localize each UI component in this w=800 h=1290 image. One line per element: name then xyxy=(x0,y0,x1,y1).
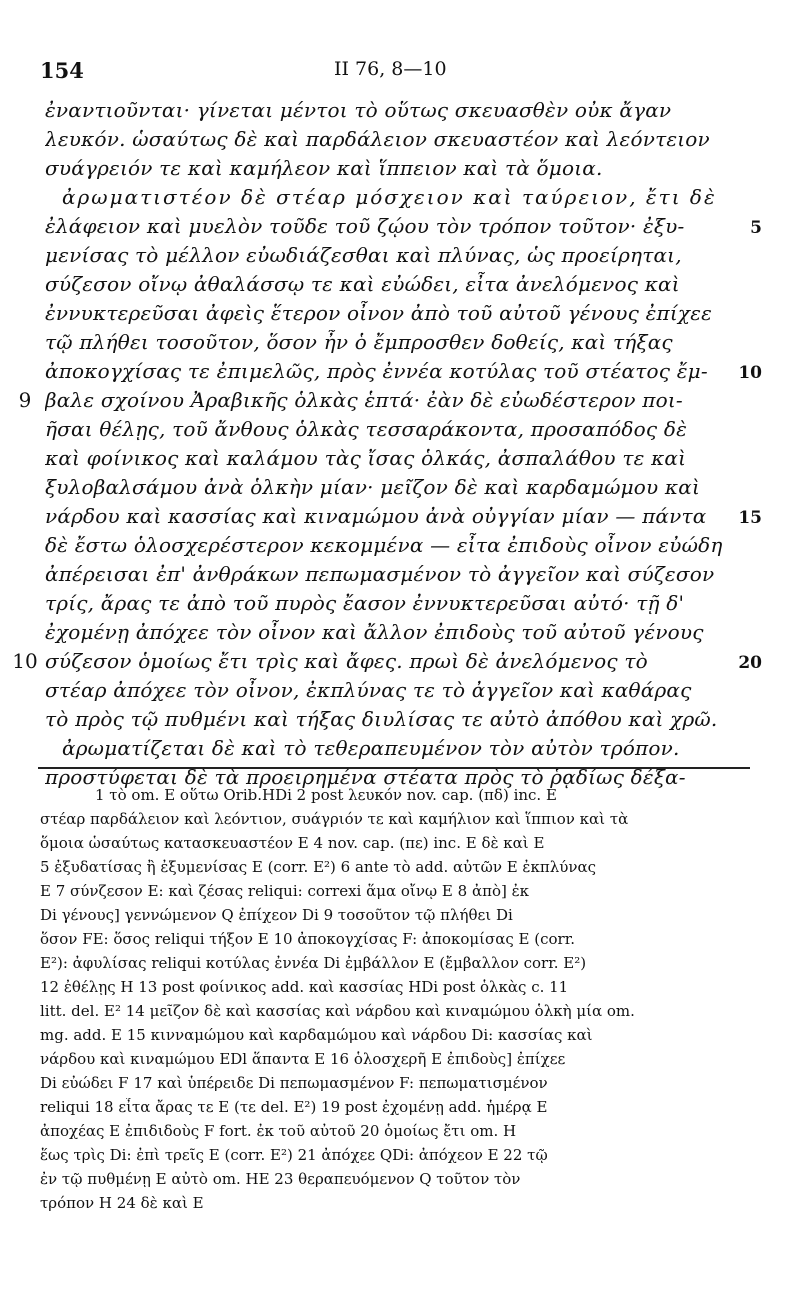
page-number: 154 xyxy=(40,58,84,83)
text-line: στέαρ ἀπόχεε τὸν οἶνον, ἐκπλύνας τε τὸ ἀγγεῖον καὶ καθάρας xyxy=(45,678,692,702)
text-line: μενίσας τὸ μέλλον εὐωδιάζεσθαι καὶ πλύνας, ὡς προείρηται, xyxy=(45,243,682,267)
apparatus-line: 1 τὸ om. E οὕτω Orib.HDi 2 post λευκόν nov. cap. (πδ) inc. E xyxy=(95,786,557,804)
line-number: 10 xyxy=(738,363,762,383)
page-header xyxy=(0,58,800,88)
text-line: συάγρειόν τε καὶ καμήλεον καὶ ἵππειον καὶ τὰ ὅμοια. xyxy=(45,156,603,180)
text-line: ξυλοβαλσάμου ἀνὰ ὁλκὴν μίαν· μεῖζον δὲ καὶ καρδαμώμου καὶ xyxy=(45,475,700,499)
text-line: σύζεσον ὁμοίως ἔτι τρὶς καὶ ἄφες. πρωὶ δὲ ἀνελόμενος τὸ xyxy=(45,649,648,673)
text-line: ἐννυκτερεῦσαι ἀφεὶς ἕτερον οἶνον ἀπὸ τοῦ αὐτοῦ γένους ἐπίχεε xyxy=(45,301,713,325)
footnote-divider xyxy=(38,767,750,769)
text-line: ἐναντιοῦνται· γίνεται μέντοι τὸ οὕτως σκευασθὲν οὐκ ἄγαν xyxy=(45,98,672,122)
text-line: ἐλάφειον καὶ μυελὸν τοῦδε τοῦ ζῴου τὸν τρόπον τοῦτον· ἐξυ- xyxy=(45,214,685,238)
apparatus-line: 12 ἐθέλῃς H 13 post φοίνικος add. καὶ κασσίας HDi post ὁλκὰς c. 11 xyxy=(40,978,569,996)
running-title: II 76, 8—10 xyxy=(334,58,447,80)
apparatus-line: ἕως τρὶς Di: ἐπὶ τρεῖς E (corr. E²) 21 ἀπόχεε QDi: ἀπόχεον E 22 τῷ xyxy=(40,1146,548,1164)
text-line: βαλε σχοίνου Ἀραβικῆς ὁλκὰς ἑπτά· ἐὰν δὲ εὐωδέστερον ποι- xyxy=(45,388,683,412)
section-number: 10 xyxy=(12,649,38,673)
text-line: τῷ πλήθει τοσοῦτον, ὅσον ἦν ὁ ἔμπροσθεν δοθείς, καὶ τήξας xyxy=(45,330,673,354)
apparatus-line: 5 ἐξυδατίσας ἢ ἐξυμενίσας E (corr. E²) 6 ante τὸ add. αὐτῶν E ἐκπλύνας xyxy=(40,858,596,876)
apparatus-line: litt. del. E² 14 μεῖζον δὲ καὶ κασσίας καὶ νάρδου καὶ κιναμώμου ὁλκὴ μία om. xyxy=(40,1002,635,1020)
apparatus-line: τρόπον H 24 δὲ καὶ E xyxy=(40,1194,204,1212)
text-line: σύζεσον οἴνῳ ἀθαλάσσῳ τε καὶ εὐώδει, εἶτα ἀνελόμενος καὶ xyxy=(45,272,680,296)
apparatus-line: E 7 σύνζεσον E: καὶ ζέσας reliqui: correxi ἅμα οἴνῳ E 8 ἀπὸ] ἐκ xyxy=(40,882,530,900)
apparatus-line: E²): ἀφυλίσας reliqui κοτύλας ἐννέα Di ἐμβάλλον E (ἔμβαλλον corr. E²) xyxy=(40,954,587,972)
text-line: τὸ πρὸς τῷ πυθμένι καὶ τήξας διυλίσας τε αὐτὸ ἀπόθου καὶ χρῶ. xyxy=(45,707,718,731)
apparatus-line: στέαρ παρδάλειον καὶ λεόντιον, συάγριόν τε καὶ καμήλιον καὶ ἵππιον καὶ τὰ xyxy=(40,810,629,828)
line-number: 5 xyxy=(750,218,762,238)
text-line: ἐχομένῃ ἀπόχεε τὸν οἶνον καὶ ἄλλον ἐπιδοὺς τοῦ αὐτοῦ γένους xyxy=(45,620,704,644)
text-line: καὶ φοίνικος καὶ καλάμου τὰς ἴσας ὁλκάς, ἀσπαλάθου τε καὶ xyxy=(45,446,687,470)
text-line: δὲ ἔστω ὁλοσχερέστερον κεκομμένα — εἶτα ἐπιδοὺς οἶνον εὐώδη xyxy=(45,533,723,557)
apparatus-line: ἀποχέας E ἐπιδιδοὺς F fort. ἐκ τοῦ αὐτοῦ 20 ὁμοίως ἔτι om. H xyxy=(40,1122,517,1140)
text-line: ῆσαι θέλῃς, τοῦ ἄνθους ὁλκὰς τεσσαράκοντα, προσαπόδος δὲ xyxy=(45,417,688,441)
text-line: ἀπέρεισαι ἐπ' ἀνθράκων πεπωμασμένον τὸ ἀγγεῖον καὶ σύζεσον xyxy=(45,562,715,586)
text-line: λευκόν. ὡσαύτως δὲ καὶ παρδάλειον σκευαστέον καὶ λεόντειον xyxy=(45,127,710,151)
line-number: 15 xyxy=(738,508,762,528)
apparatus-line: ὅμοια ὡσαύτως κατασκευαστέον E 4 nov. cap. (πε) inc. E δὲ καὶ E xyxy=(40,834,545,852)
apparatus-line: reliqui 18 εἶτα ἄρας τε E (τε del. E²) 19 post ἐχομένῃ add. ἡμέρᾳ E xyxy=(40,1098,548,1116)
text-line: ἀρωματίζεται δὲ καὶ τὸ τεθεραπευμένον τὸν αὐτὸν τρόπον. xyxy=(62,736,680,760)
apparatus-line: Di γένους] γεννώμενον Q ἐπίχεον Di 9 τοσοῦτον τῷ πλήθει Di xyxy=(40,906,513,924)
section-number: 9 xyxy=(18,388,32,412)
text-line: νάρδου καὶ κασσίας καὶ κιναμώμου ἀνὰ οὐγγίαν μίαν — πάντα xyxy=(45,504,707,528)
line-number: 20 xyxy=(738,653,762,673)
apparatus-line: ἐν τῷ πυθμένῃ E αὐτὸ om. HE 23 θεραπευόμενον Q τοῦτον τὸν xyxy=(40,1170,521,1188)
text-line: τρίς, ἄρας τε ἀπὸ τοῦ πυρὸς ἔασον ἐννυκτερεῦσαι αὐτό· τῇ δ' xyxy=(45,591,685,615)
apparatus-line: Di εὐώδει F 17 καὶ ὑπέρειδε Di πεπωμασμένον F: πεπωματισμένον xyxy=(40,1074,548,1092)
apparatus-line: ὅσον FE: ὅσος reliqui τήξον E 10 ἀποκογχίσας F: ἀποκομίσας E (corr. xyxy=(40,930,575,948)
text-line: ἀποκογχίσας τε ἐπιμελῶς, πρὸς ἐννέα κοτύλας τοῦ στέατος ἔμ- xyxy=(45,359,708,383)
apparatus-line: νάρδου καὶ κιναμώμου EDl ἅπαντα E 16 ὁλοσχερῆ E ἐπιδοὺς] ἐπίχεε xyxy=(40,1050,566,1068)
apparatus-line: mg. add. E 15 κινναμώμου καὶ καρδαμώμου καὶ νάρδου Di: κασσίας καὶ xyxy=(40,1026,593,1044)
text-line: προστύφεται δὲ τὰ προειρημένα στέατα πρὸς τὸ ῥᾳδίως δέξα- xyxy=(45,765,686,789)
text-line: ἀρωματιστέον δὲ στέαρ μόσχειον καὶ ταύρειον, ἔτι δὲ xyxy=(62,185,717,209)
